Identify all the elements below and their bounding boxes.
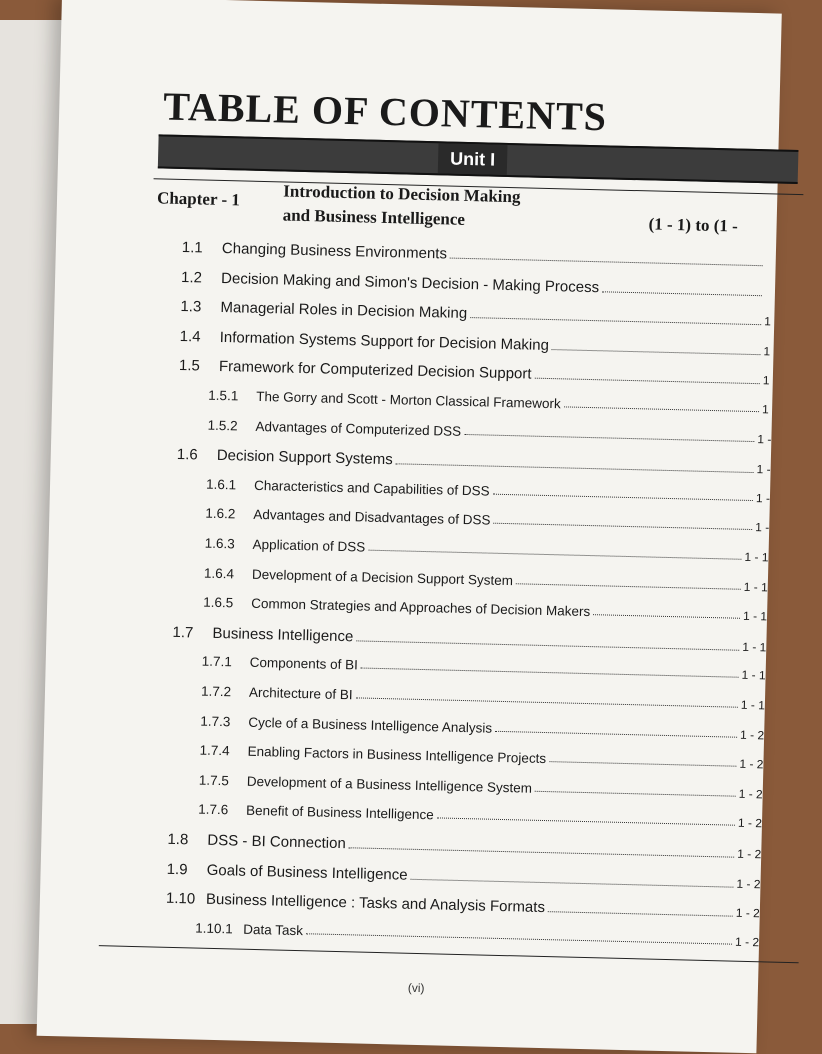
leader-dots bbox=[410, 878, 733, 887]
toc-entry-page: 1 - 2 bbox=[740, 727, 764, 742]
toc-entry bbox=[199, 772, 763, 801]
toc-entry-page: 1 - 1 bbox=[741, 698, 765, 713]
toc-entry-title: Enabling Factors in Business Intelligence Projects bbox=[247, 744, 546, 766]
toc-entry-page: 1 - bbox=[756, 491, 770, 505]
toc-entry bbox=[179, 357, 773, 389]
chapter-label: Chapter - 1 bbox=[157, 188, 240, 210]
toc-entry-number: 1.1 bbox=[182, 239, 222, 257]
toc-entry-title: Characteristics and Capabilities of DSS bbox=[254, 478, 490, 499]
toc-entry-page: 1 - 1 bbox=[741, 668, 765, 683]
toc-entry-title: Advantages of Computerized DSS bbox=[255, 418, 461, 438]
footer-divider bbox=[99, 945, 799, 963]
toc-entry-number: 1.10.1 bbox=[195, 920, 243, 936]
toc-entry-title: Information Systems Support for Decision Making bbox=[220, 329, 550, 354]
toc-entry-page: 1 - 1 bbox=[742, 640, 766, 655]
toc-entry-number: 1.3 bbox=[180, 298, 220, 316]
leader-dots bbox=[593, 614, 740, 619]
leader-dots bbox=[549, 761, 736, 767]
toc-entry-page: 1 - 1 bbox=[744, 579, 768, 594]
toc-entry bbox=[195, 920, 759, 949]
toc-entry-number: 1.6.1 bbox=[206, 476, 254, 492]
toc-entry-page: 1 - 1 bbox=[744, 550, 768, 565]
toc-entry-title: Business Intelligence : Tasks and Analysis Formats bbox=[206, 891, 545, 916]
toc-entry-number: 1.5.2 bbox=[207, 417, 255, 433]
page-title: TABLE OF CONTENTS bbox=[163, 83, 608, 141]
toc-entry-number: 1.7.1 bbox=[202, 654, 250, 670]
chapter-title-line-2: and Business Intelligence bbox=[282, 203, 612, 235]
toc-entry-title: Framework for Computerized Decision Support bbox=[219, 358, 532, 383]
leader-dots bbox=[355, 697, 737, 707]
toc-entry-number: 1.5.1 bbox=[208, 388, 256, 404]
toc-entry-number: 1.7 bbox=[172, 624, 212, 642]
toc-entry-page: 1 - bbox=[755, 520, 769, 534]
leader-dots bbox=[437, 818, 735, 826]
toc-entry-title: Changing Business Environments bbox=[222, 240, 447, 262]
toc-entry-page: 1 - 2 bbox=[739, 787, 763, 802]
toc-entry-page: 1 - 2 bbox=[735, 935, 759, 950]
chapter-page-range: (1 - 1) to (1 - bbox=[648, 214, 738, 236]
leader-dots bbox=[493, 523, 752, 530]
leader-dots bbox=[516, 583, 741, 589]
chapter-title-line-1: Introduction to Decision Making bbox=[283, 179, 613, 211]
toc-entry bbox=[181, 269, 775, 301]
toc-entry-title: Decision Making and Simon's Decision - Making Process bbox=[221, 270, 599, 296]
toc-entry-page: 1 - 2 bbox=[736, 906, 760, 921]
toc-entry-number: 1.6.5 bbox=[203, 595, 251, 611]
leader-dots bbox=[552, 349, 761, 355]
toc-entry-number: 1.7.4 bbox=[199, 743, 247, 759]
leader-dots bbox=[464, 434, 754, 442]
toc-entry-page: 1 - 2 bbox=[739, 757, 763, 772]
toc-entry-number: 1.7.5 bbox=[199, 772, 247, 788]
leader-dots bbox=[306, 933, 732, 944]
toc-entry bbox=[206, 476, 770, 505]
toc-entry-number: 1.5 bbox=[179, 357, 219, 375]
toc-entry bbox=[205, 506, 769, 535]
toc-entry-page: 1 - bbox=[756, 462, 770, 476]
toc-entry-title: Benefit of Business Intelligence bbox=[246, 803, 434, 823]
leader-dots bbox=[349, 847, 734, 857]
toc-entry-title: Decision Support Systems bbox=[217, 447, 393, 468]
toc-entry bbox=[203, 595, 767, 624]
leader-dots bbox=[450, 258, 763, 267]
toc-entry-title: Managerial Roles in Decision Making bbox=[220, 299, 467, 322]
leader-dots bbox=[534, 378, 759, 385]
toc-entry-number: 1.6.2 bbox=[205, 506, 253, 522]
toc-entry-number: 1.2 bbox=[181, 269, 221, 287]
toc-entry bbox=[172, 624, 766, 656]
toc-entry-page: 1 bbox=[763, 374, 773, 388]
toc-entry-title: Development of a Business Intelligence System bbox=[247, 774, 532, 796]
toc-entry-page: 1 bbox=[763, 344, 773, 358]
page-number: (vi) bbox=[408, 981, 425, 995]
leader-dots bbox=[493, 493, 753, 500]
leader-dots bbox=[361, 668, 739, 678]
leader-dots bbox=[602, 291, 762, 296]
leader-dots bbox=[470, 317, 761, 325]
toc-entry bbox=[166, 860, 760, 892]
toc-entry-page: 1 - 2 bbox=[738, 816, 762, 831]
leader-dots bbox=[495, 730, 737, 737]
toc-entry bbox=[208, 388, 772, 417]
toc-entry-title: Development of a Decision Support System bbox=[252, 566, 513, 587]
toc-entry-number: 1.4 bbox=[180, 328, 220, 346]
toc-entry-page: 1 - 2 bbox=[737, 847, 761, 862]
toc-entry-page: 1 - bbox=[757, 432, 771, 446]
toc-page bbox=[37, 0, 782, 1053]
toc-entry-number: 1.8 bbox=[167, 831, 207, 849]
toc-entry bbox=[204, 536, 768, 565]
toc-entry bbox=[182, 239, 776, 271]
toc-entry-page: 1 bbox=[762, 402, 772, 416]
toc-entry bbox=[207, 417, 771, 446]
toc-entry bbox=[202, 654, 766, 683]
toc-entry-number: 1.9 bbox=[166, 860, 206, 878]
unit-banner bbox=[158, 134, 799, 184]
leader-dots bbox=[548, 911, 733, 917]
chapter-title bbox=[282, 179, 613, 235]
toc-entry-number: 1.7.3 bbox=[200, 713, 248, 729]
leader-dots bbox=[356, 640, 739, 650]
unit-label: Unit I bbox=[438, 143, 508, 175]
toc-entry-number: 1.7.2 bbox=[201, 684, 249, 700]
toc-entry bbox=[167, 831, 761, 863]
toc-entry-title: Business Intelligence bbox=[212, 625, 353, 645]
toc-entry-title: DSS - BI Connection bbox=[207, 832, 346, 852]
toc-entry bbox=[177, 446, 771, 478]
toc-entry bbox=[200, 713, 764, 742]
leader-dots bbox=[564, 406, 759, 412]
toc-entry bbox=[204, 565, 768, 594]
toc-entry bbox=[180, 298, 774, 330]
toc-entry-title: Goals of Business Intelligence bbox=[206, 861, 407, 883]
toc-entries bbox=[62, 0, 782, 14]
toc-entry-title: Advantages and Disadvantages of DSS bbox=[253, 507, 490, 528]
toc-entry-number: 1.6.4 bbox=[204, 565, 252, 581]
toc-entry-title: Components of BI bbox=[250, 655, 358, 673]
toc-entry-title: Application of DSS bbox=[252, 537, 365, 555]
toc-entry-title: Common Strategies and Approaches of Decision Makers bbox=[251, 596, 590, 619]
leader-dots bbox=[368, 550, 741, 560]
toc-entry-page: 1 - 2 bbox=[736, 876, 760, 891]
toc-entry bbox=[198, 802, 762, 831]
toc-entry-number: 1.6 bbox=[177, 446, 217, 464]
toc-entry-page: 1 bbox=[764, 314, 774, 328]
toc-entry-page: 1 - 1 bbox=[743, 609, 767, 624]
toc-entry-title: The Gorry and Scott - Morton Classical Framework bbox=[256, 389, 561, 411]
toc-entry-title: Architecture of BI bbox=[249, 685, 353, 703]
leader-dots bbox=[396, 463, 754, 473]
toc-entry bbox=[201, 684, 765, 713]
toc-entry-number: 1.6.3 bbox=[204, 536, 252, 552]
toc-entry bbox=[166, 890, 760, 922]
toc-entry-number: 1.7.6 bbox=[198, 802, 246, 818]
toc-entry-title: Cycle of a Business Intelligence Analysis bbox=[248, 714, 492, 735]
toc-entry bbox=[180, 328, 774, 360]
toc-entry-number: 1.10 bbox=[166, 890, 206, 908]
leader-dots bbox=[535, 791, 736, 797]
toc-entry bbox=[199, 743, 763, 772]
toc-entry-title: Data Task bbox=[243, 922, 303, 938]
